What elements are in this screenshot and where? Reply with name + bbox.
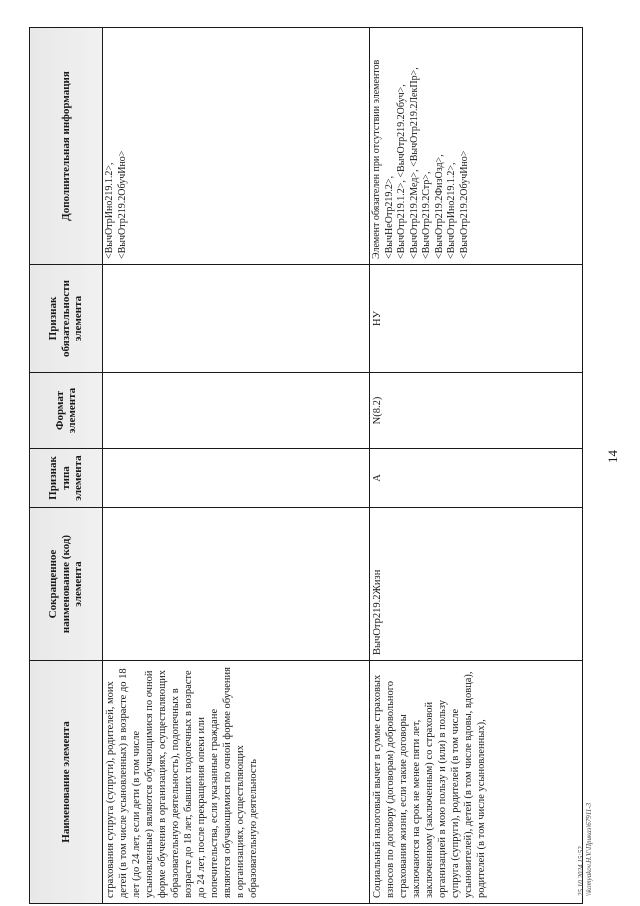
table-row	[103, 28, 370, 904]
cell-element-type	[103, 449, 370, 508]
footer-path: \\komyakov.H.V.\Приказ\67911-3	[585, 802, 593, 896]
footer-stamp	[577, 803, 593, 896]
cell-additional-info: Элемент обязателен при отсутствии элементов <ВычНеОтр219.2>, <ВычОтр219.1.2>, <ВычОтр219.2Обуч>, <ВычОтр219.2Мед>, <ВычОтр219.2ЛекПр>, <ВычОтр219.2Стр>, <ВычОтр219.2ФизОзд>, <ВычОтрИно219.1.2>, <ВычОтр219.2ОбучИно>	[370, 28, 583, 265]
elements-table	[29, 27, 583, 904]
footer-date: 25.10.2024 15:52	[577, 846, 585, 896]
page-number: 14	[605, 450, 620, 463]
header-additional-info: Дополнительная информация	[30, 28, 103, 265]
header-element-required: Признак обязательности элемента	[30, 265, 103, 373]
cell-element-required: НУ	[370, 265, 583, 373]
table-row	[370, 28, 583, 904]
cell-element-format: N(8.2)	[370, 373, 583, 449]
cell-additional-info: <ВычОтрИно219.1.2>, <ВычОтр219.2ОбучИно>	[103, 28, 370, 265]
cell-element-type: А	[370, 449, 583, 508]
header-row	[30, 28, 103, 904]
header-element-name: Наименование элемента	[30, 661, 103, 904]
cell-element-name: страхования супруга (супруги), родителей, моих детей (в том числе усыновленных) в возрасте до 18 лет (до 24 лет, если дети (в том числе усыновленные) являются обучающимися по очной форме обучения в организациях, осуществляющих образовательную деятельность), подопечных в возрасте до 18 лет, бывших подопечных в возрасте до 24 лет, после прекращения опеки или попечительства, если указанные граждане являются обучающимися по очной форме обучения в организациях, осуществляющих образовательную деятельность	[103, 661, 370, 904]
cell-element-code	[103, 508, 370, 661]
cell-element-code: ВычОтр219.2Жизн	[370, 508, 583, 661]
cell-element-name: Социальный налоговый вычет в сумме страховых взносов по договору (договорам) добровольного страхования жизни, если такие договоры заключаются на срок не менее пяти лет, заключенному (заключенным) со страховой организацией в мою пользу и (или) в пользу супруга (супруги), родителей (в том числе усыновителей), детей (в том числе вдовы, вдовца), родителей (в том числе усыновленных),	[370, 661, 583, 904]
header-element-format: Формат элемента	[30, 373, 103, 449]
header-element-code: Сокращенное наименование (код) элемента	[30, 508, 103, 661]
cell-element-format	[103, 373, 370, 449]
cell-element-required	[103, 265, 370, 373]
header-element-type: Признак типа элемента	[30, 449, 103, 508]
